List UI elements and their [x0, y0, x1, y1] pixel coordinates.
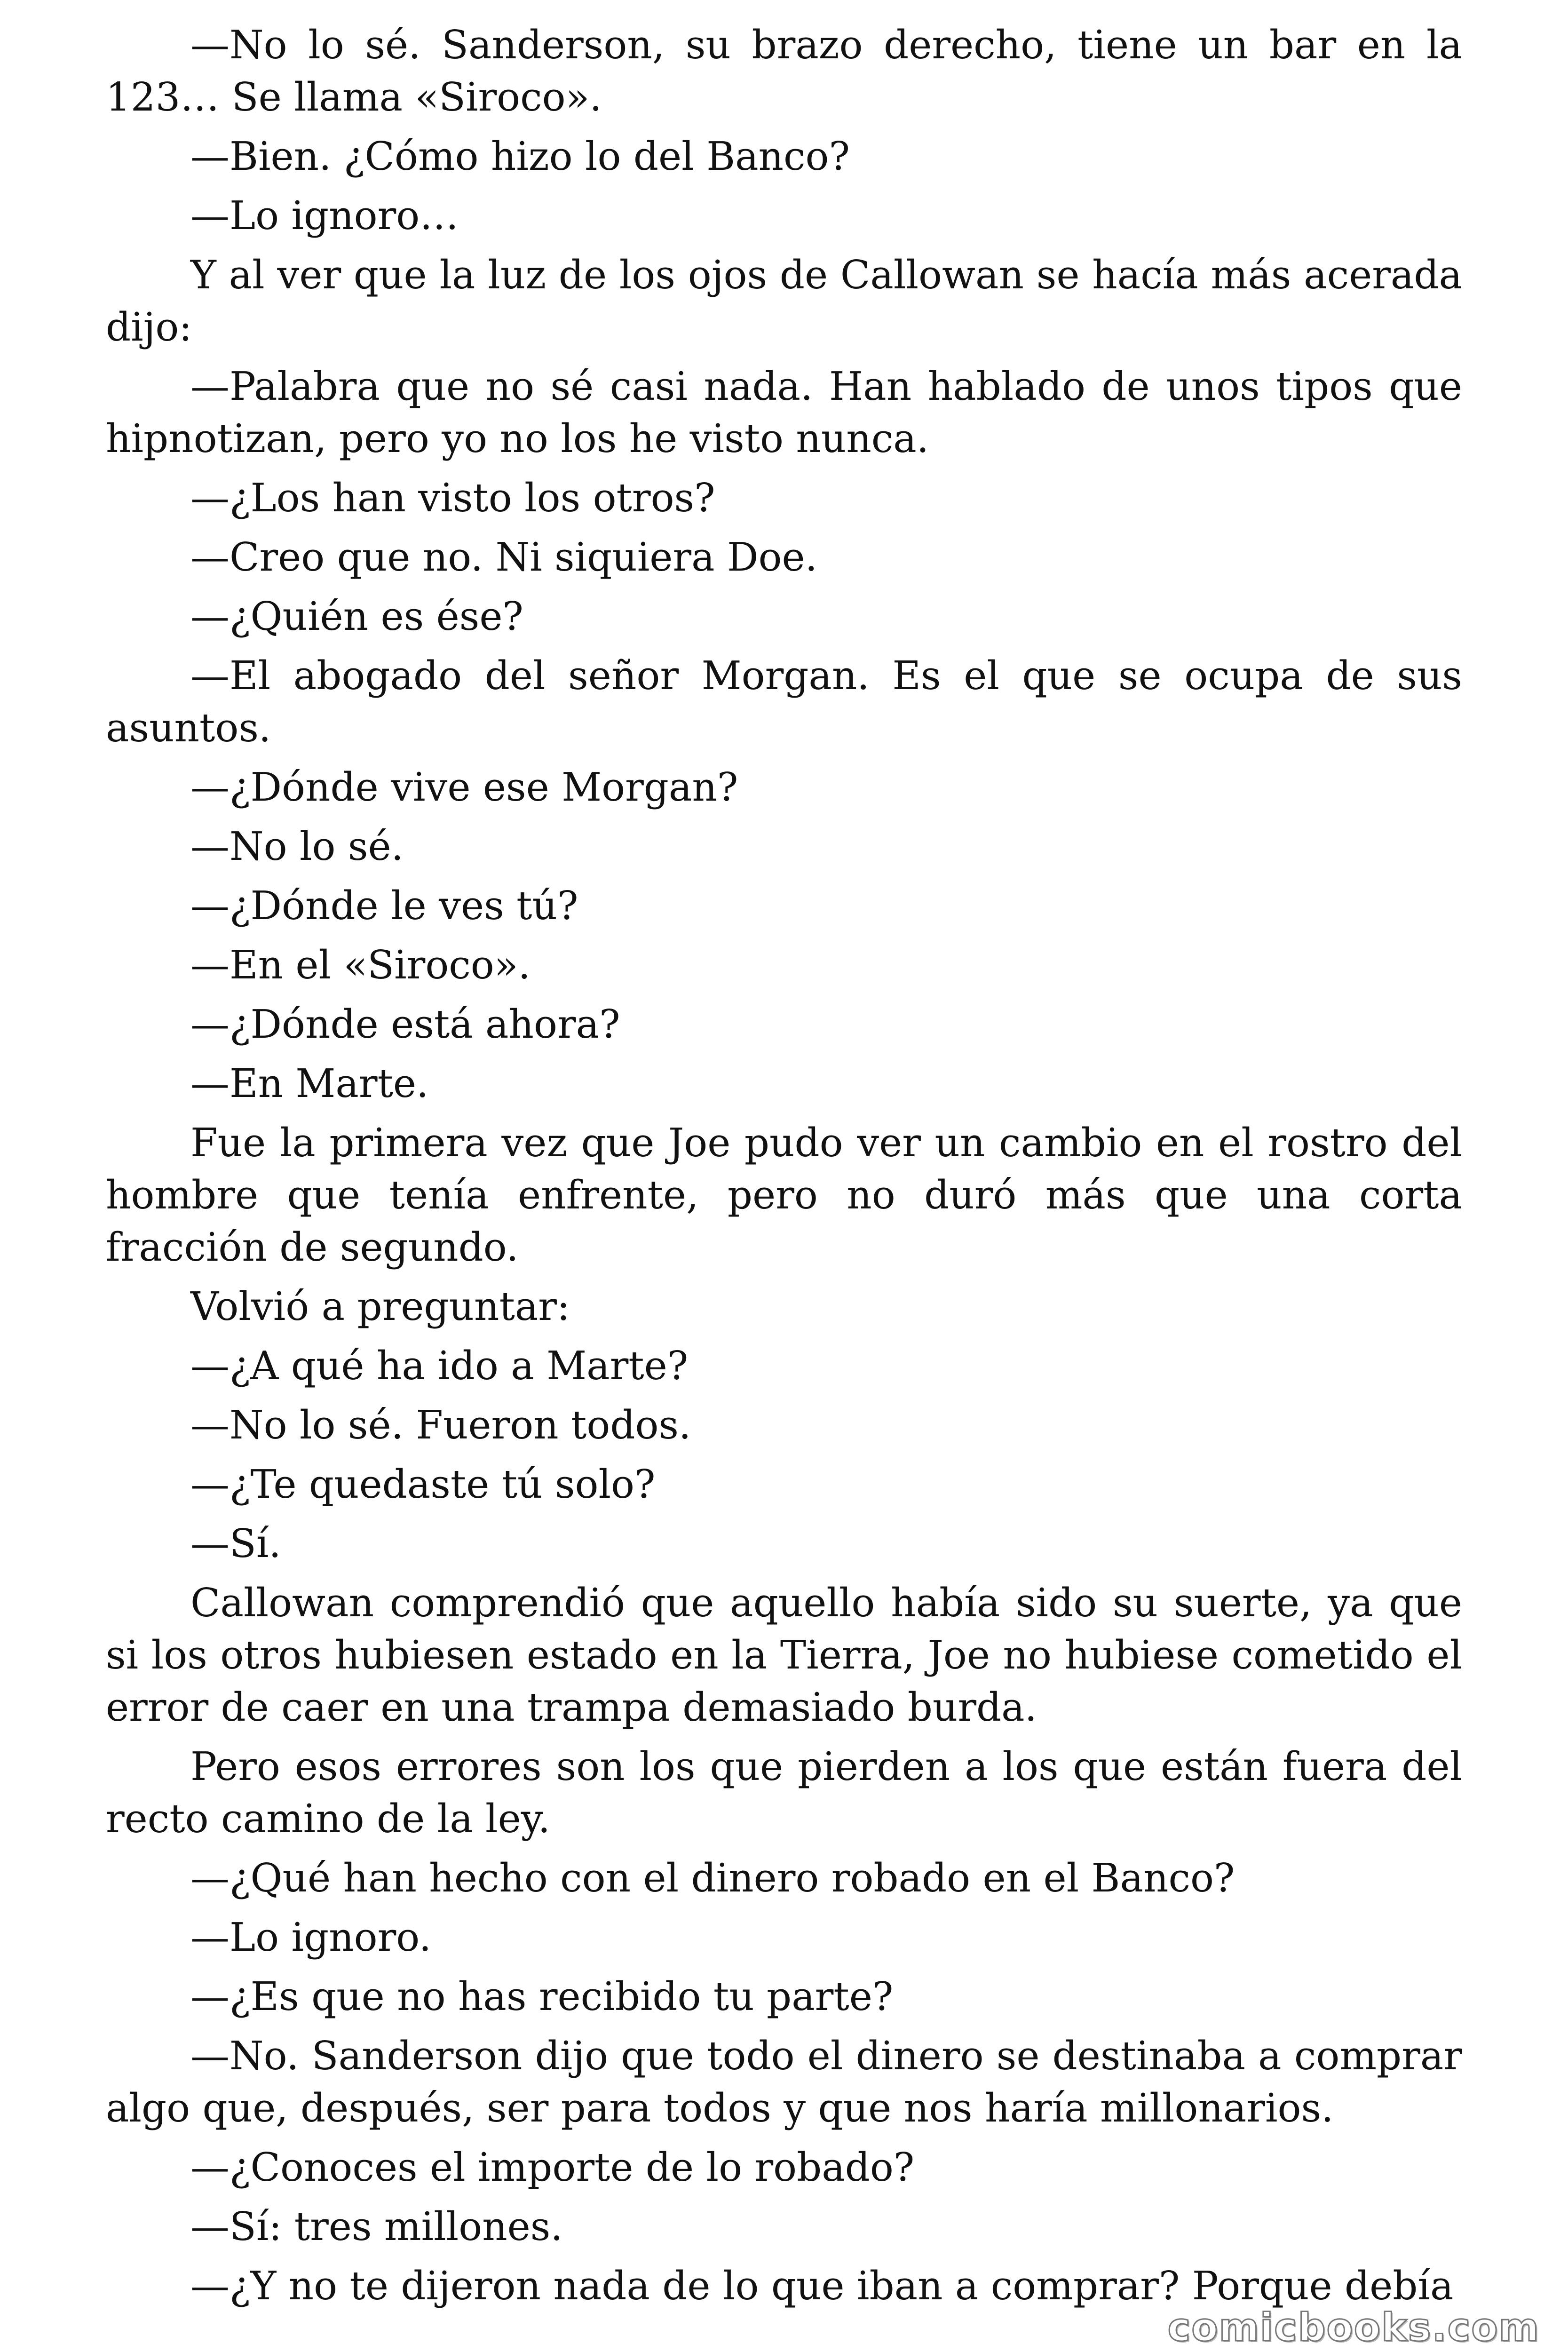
paragraph: —En el «Siroco». — [190, 942, 531, 988]
paragraph: —¿Dónde está ahora? — [190, 1001, 620, 1047]
paragraph: —No lo sé. — [190, 824, 404, 869]
paragraph: —No lo sé. Sanderson, su brazo derecho, tiene un bar en la 123… Se llama «Siroco». — [106, 22, 1462, 120]
paragraph: —Sí. — [190, 1521, 281, 1566]
paragraph: —En Marte. — [190, 1061, 429, 1106]
body-text — [106, 19, 1462, 2312]
paragraph: —¿Dónde vive ese Morgan? — [190, 764, 738, 810]
paragraph: Volvió a preguntar: — [190, 1284, 570, 1329]
paragraph: —Palabra que no sé casi nada. Han hablado de unos tipos que hipnotizan, pero yo no los he visto nunca. — [106, 364, 1462, 461]
paragraph: —No. Sanderson dijo que todo el dinero se destinaba a comprar algo que, después, ser para todos y que nos haría millonarios. — [106, 2033, 1462, 2131]
paragraph: —Creo que no. Ni siquiera Doe. — [190, 534, 817, 580]
watermark: comicbooks.com — [1167, 2305, 1540, 2350]
paragraph: —¿Es que no has recibido tu parte? — [190, 1974, 894, 2019]
paragraph: —¿Y no te dijeron nada de lo que iban a comprar? Porque debía — [190, 2263, 1454, 2309]
paragraph: —No lo sé. Fueron todos. — [190, 1402, 691, 1448]
paragraph: —¿Qué han hecho con el dinero robado en el Banco? — [190, 1855, 1235, 1901]
paragraph: —¿Te quedaste tú solo? — [190, 1462, 656, 1507]
paragraph: Y al ver que la luz de los ojos de Callowan se hacía más acerada dijo: — [106, 252, 1462, 350]
paragraph: Pero esos errores son los que pierden a los que están fuera del recto camino de la ley. — [106, 1744, 1462, 1842]
paragraph: —¿Dónde le ves tú? — [190, 883, 578, 929]
paragraph: —Sí: tres millones. — [190, 2204, 563, 2249]
paragraph: —¿Quién es ése? — [190, 594, 523, 639]
paragraph: —¿A qué ha ido a Marte? — [190, 1343, 689, 1389]
paragraph: Callowan comprendió que aquello había sido su suerte, ya que si los otros hubiesen estado en la Tierra, Joe no hubiese cometido el error de caer en una trampa demasiado burda. — [106, 1580, 1462, 1730]
paragraph: —¿Los han visto los otros? — [190, 475, 715, 521]
paragraph: —Lo ignoro… — [190, 193, 459, 238]
paragraph: Fue la primera vez que Joe pudo ver un cambio en el rostro del hombre que tenía enfrente, pero no duró más que una corta fracción de segundo. — [106, 1120, 1462, 1270]
paragraph: —El abogado del señor Morgan. Es el que se ocupa de sus asuntos. — [106, 653, 1462, 751]
paragraph: —Bien. ¿Cómo hizo lo del Banco? — [190, 134, 850, 179]
paragraph: —¿Conoces el importe de lo robado? — [190, 2145, 915, 2190]
paragraph: —Lo ignoro. — [190, 1915, 432, 1960]
